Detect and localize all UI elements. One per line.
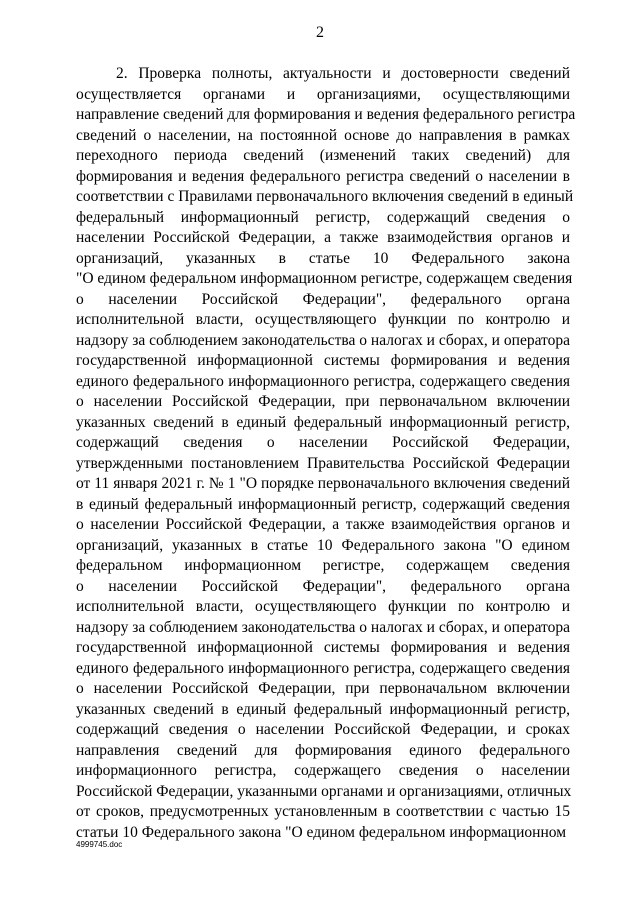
body-line: надзору за соблюдением законодательства о налогах и сборах, и оператора [76,331,570,349]
body-line: направление сведений для формирования и ведения федерального регистра [76,106,576,123]
body-line: исполнительной власти, осуществляющего функции по контролю и [76,598,570,615]
body-line: формирования и ведения федерального регистра сведений о населении в [76,167,570,185]
body-line: 2. Проверка полноты, актуальности и достоверности сведений [116,65,570,82]
body-line: содержащий сведения о населении Российской Федерации, и сроках [76,721,570,738]
body-line: о населении Российской Федерации, при первоначальном включении [76,393,570,410]
body-line: осуществляется органами и организациями, осуществляющими [76,85,570,103]
body-line: организаций, указанных в статье 10 Федерального закона "О едином [76,536,570,554]
body-line: статьи 10 Федерального закона "О едином федеральном информационном [76,823,566,841]
body-line: о населении Российской Федерации", федерального органа [76,577,570,595]
body-line: указанных сведений в единый федеральный информационный регистр, [76,413,570,431]
document-body [76,64,576,843]
body-line: направления сведений для формирования единого федерального [76,741,570,759]
body-line: в единый федеральный информационный регистр, содержащий сведения [76,495,570,513]
body-line: содержащий сведения о населении Российской Федерации, [76,434,570,451]
body-line: надзору за соблюдением законодательства о налогах и сборах, и оператора [76,618,570,636]
file-name-footer: 4999745.doc [76,840,123,849]
body-line: государственной информационной системы формирования и ведения [76,352,570,369]
body-line: переходного периода сведений (изменений таких сведений) для [76,147,570,164]
body-line: единого федерального информационного регистра, содержащего сведения [76,372,570,390]
body-line: от сроков, предусмотренных установленным в соответствии с частью 15 [76,803,570,820]
body-line: информационного регистра, содержащего сведения о населении [76,762,570,779]
body-line: о населении Российской Федерации", федерального органа [76,290,570,308]
body-line: о населении Российской Федерации, а также взаимодействия органов и [76,516,570,533]
body-line: Российской Федерации, указанными органами и организациями, отличных [76,782,572,800]
body-line: утвержденными постановлением Правительства Российской Федерации [76,454,570,472]
page-number: 2 [316,24,324,41]
body-line: сведений о населении, на постоянной основе до направления в рамках [76,126,570,144]
body-line: населении Российской Федерации, а также взаимодействия органов и [76,229,570,246]
body-line: "О едином федеральном информационном регистре, содержащем сведения [76,270,573,287]
body-line: единого федерального информационного регистра, содержащего сведения [76,659,570,677]
body-line: указанных сведений в единый федеральный информационный регистр, [76,700,570,718]
body-line: государственной информационной системы формирования и ведения [76,639,570,656]
body-line: соответствии с Правилами первоначального включения сведений в единый [76,188,574,205]
body-line: федеральном информационном регистре, содержащем сведения [76,557,570,574]
body-line: исполнительной власти, осуществляющего функции по контролю и [76,311,570,328]
body-line: от 11 января 2021 г. № 1 "О порядке первоначального включения сведений [76,475,570,492]
body-line: организаций, указанных в статье 10 Федерального закона [76,249,570,267]
body-line: федеральный информационный регистр, содержащий сведения о [76,208,570,226]
body-line: о населении Российской Федерации, при первоначальном включении [76,680,570,697]
